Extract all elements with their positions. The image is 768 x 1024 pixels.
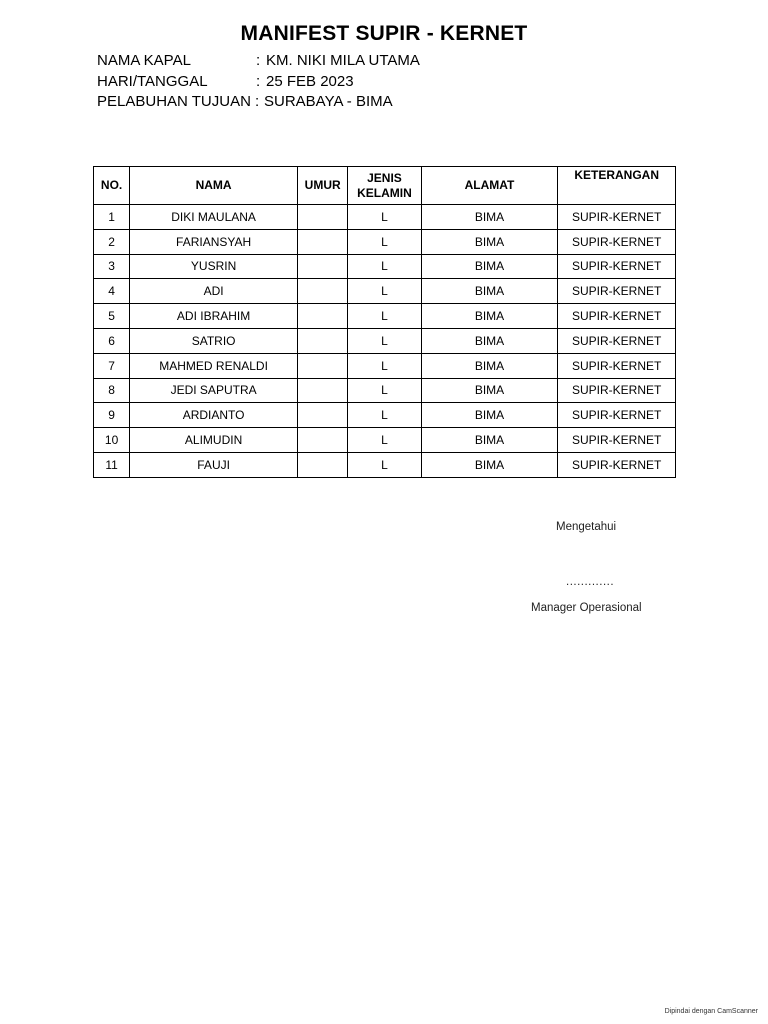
- cell-no: 1: [94, 205, 130, 230]
- cell-no: 6: [94, 328, 130, 353]
- cell-keterangan: SUPIR-KERNET: [558, 403, 676, 428]
- signature-line: .............: [566, 576, 615, 588]
- header-alamat: ALAMAT: [421, 167, 558, 205]
- table-row: [94, 254, 676, 279]
- cell-alamat: BIMA: [421, 279, 558, 304]
- cell-keterangan: SUPIR-KERNET: [558, 378, 676, 403]
- cell-umur: [298, 229, 348, 254]
- header-keterangan: KETERANGAN: [558, 167, 676, 205]
- cell-jenis-kelamin: L: [348, 328, 421, 353]
- cell-umur: [298, 378, 348, 403]
- signatory-role: Manager Operasional: [531, 602, 642, 614]
- acknowledged-label: Mengetahui: [556, 521, 617, 533]
- cell-umur: [298, 403, 348, 428]
- cell-alamat: BIMA: [421, 205, 558, 230]
- cell-no: 11: [94, 452, 130, 477]
- cell-jenis-kelamin: L: [348, 353, 421, 378]
- cell-umur: [298, 452, 348, 477]
- cell-umur: [298, 279, 348, 304]
- cell-alamat: BIMA: [421, 229, 558, 254]
- table-row: [94, 304, 676, 329]
- cell-nama: ALIMUDIN: [130, 428, 298, 453]
- cell-jenis-kelamin: L: [348, 279, 421, 304]
- destination-port-label: PELABUHAN TUJUAN: [97, 93, 251, 110]
- cell-umur: [298, 304, 348, 329]
- cell-jenis-kelamin: L: [348, 403, 421, 428]
- cell-no: 7: [94, 353, 130, 378]
- manifest-table: [93, 166, 676, 478]
- cell-alamat: BIMA: [421, 328, 558, 353]
- cell-keterangan: SUPIR-KERNET: [558, 279, 676, 304]
- cell-no: 10: [94, 428, 130, 453]
- table-row: [94, 428, 676, 453]
- cell-keterangan: SUPIR-KERNET: [558, 304, 676, 329]
- cell-jenis-kelamin: L: [348, 428, 421, 453]
- cell-alamat: BIMA: [421, 304, 558, 329]
- header-jenis-line1: JENIS: [367, 170, 402, 185]
- cell-no: 4: [94, 279, 130, 304]
- document-title: MANIFEST SUPIR - KERNET: [240, 22, 528, 45]
- header-jenis-line2: KELAMIN: [357, 185, 412, 200]
- cell-alamat: BIMA: [421, 403, 558, 428]
- ship-name-value: KM. NIKI MILA UTAMA: [266, 52, 420, 69]
- cell-umur: [298, 428, 348, 453]
- header-no: NO.: [94, 167, 130, 205]
- cell-nama: FARIANSYAH: [130, 229, 298, 254]
- cell-keterangan: SUPIR-KERNET: [558, 452, 676, 477]
- cell-jenis-kelamin: L: [348, 452, 421, 477]
- table-row: [94, 229, 676, 254]
- cell-keterangan: SUPIR-KERNET: [558, 328, 676, 353]
- scanner-watermark: Dipindai dengan CamScanner: [664, 1008, 758, 1015]
- table-row: [94, 403, 676, 428]
- cell-jenis-kelamin: L: [348, 229, 421, 254]
- table-row: [94, 353, 676, 378]
- cell-nama: DIKI MAULANA: [130, 205, 298, 230]
- cell-jenis-kelamin: L: [348, 378, 421, 403]
- cell-keterangan: SUPIR-KERNET: [558, 353, 676, 378]
- table-row: [94, 205, 676, 230]
- cell-nama: ARDIANTO: [130, 403, 298, 428]
- destination-port-value: SURABAYA - BIMA: [264, 93, 393, 110]
- date-separator: :: [256, 72, 261, 90]
- date-label: HARI/TANGGAL: [97, 72, 208, 90]
- destination-port-separator: :: [255, 93, 260, 110]
- cell-umur: [298, 254, 348, 279]
- cell-jenis-kelamin: L: [348, 304, 421, 329]
- cell-nama: JEDI SAPUTRA: [130, 378, 298, 403]
- cell-alamat: BIMA: [421, 428, 558, 453]
- cell-alamat: BIMA: [421, 353, 558, 378]
- cell-umur: [298, 328, 348, 353]
- cell-jenis-kelamin: L: [348, 254, 421, 279]
- cell-umur: [298, 353, 348, 378]
- cell-alamat: BIMA: [421, 254, 558, 279]
- cell-keterangan: SUPIR-KERNET: [558, 229, 676, 254]
- cell-keterangan: SUPIR-KERNET: [558, 254, 676, 279]
- cell-no: 8: [94, 378, 130, 403]
- cell-no: 9: [94, 403, 130, 428]
- cell-no: 5: [94, 304, 130, 329]
- cell-keterangan: SUPIR-KERNET: [558, 428, 676, 453]
- cell-keterangan: SUPIR-KERNET: [558, 205, 676, 230]
- cell-nama: ADI: [130, 279, 298, 304]
- header-nama: NAMA: [130, 167, 298, 205]
- cell-jenis-kelamin: L: [348, 205, 421, 230]
- table-row: [94, 279, 676, 304]
- table-row: [94, 328, 676, 353]
- cell-alamat: BIMA: [421, 452, 558, 477]
- cell-alamat: BIMA: [421, 378, 558, 403]
- table-header-row: [94, 167, 676, 205]
- cell-umur: [298, 205, 348, 230]
- cell-nama: ADI IBRAHIM: [130, 304, 298, 329]
- date-value: 25 FEB 2023: [266, 72, 354, 90]
- cell-nama: FAUJI: [130, 452, 298, 477]
- table-row: [94, 452, 676, 477]
- cell-no: 3: [94, 254, 130, 279]
- cell-nama: MAHMED RENALDI: [130, 353, 298, 378]
- ship-name-label: NAMA KAPAL: [97, 52, 191, 69]
- cell-no: 2: [94, 229, 130, 254]
- cell-nama: SATRIO: [130, 328, 298, 353]
- header-jenis-kelamin: [348, 167, 421, 205]
- table-row: [94, 378, 676, 403]
- table-body: [94, 205, 676, 478]
- ship-name-separator: :: [256, 52, 261, 69]
- cell-nama: YUSRIN: [130, 254, 298, 279]
- header-umur: UMUR: [298, 167, 348, 205]
